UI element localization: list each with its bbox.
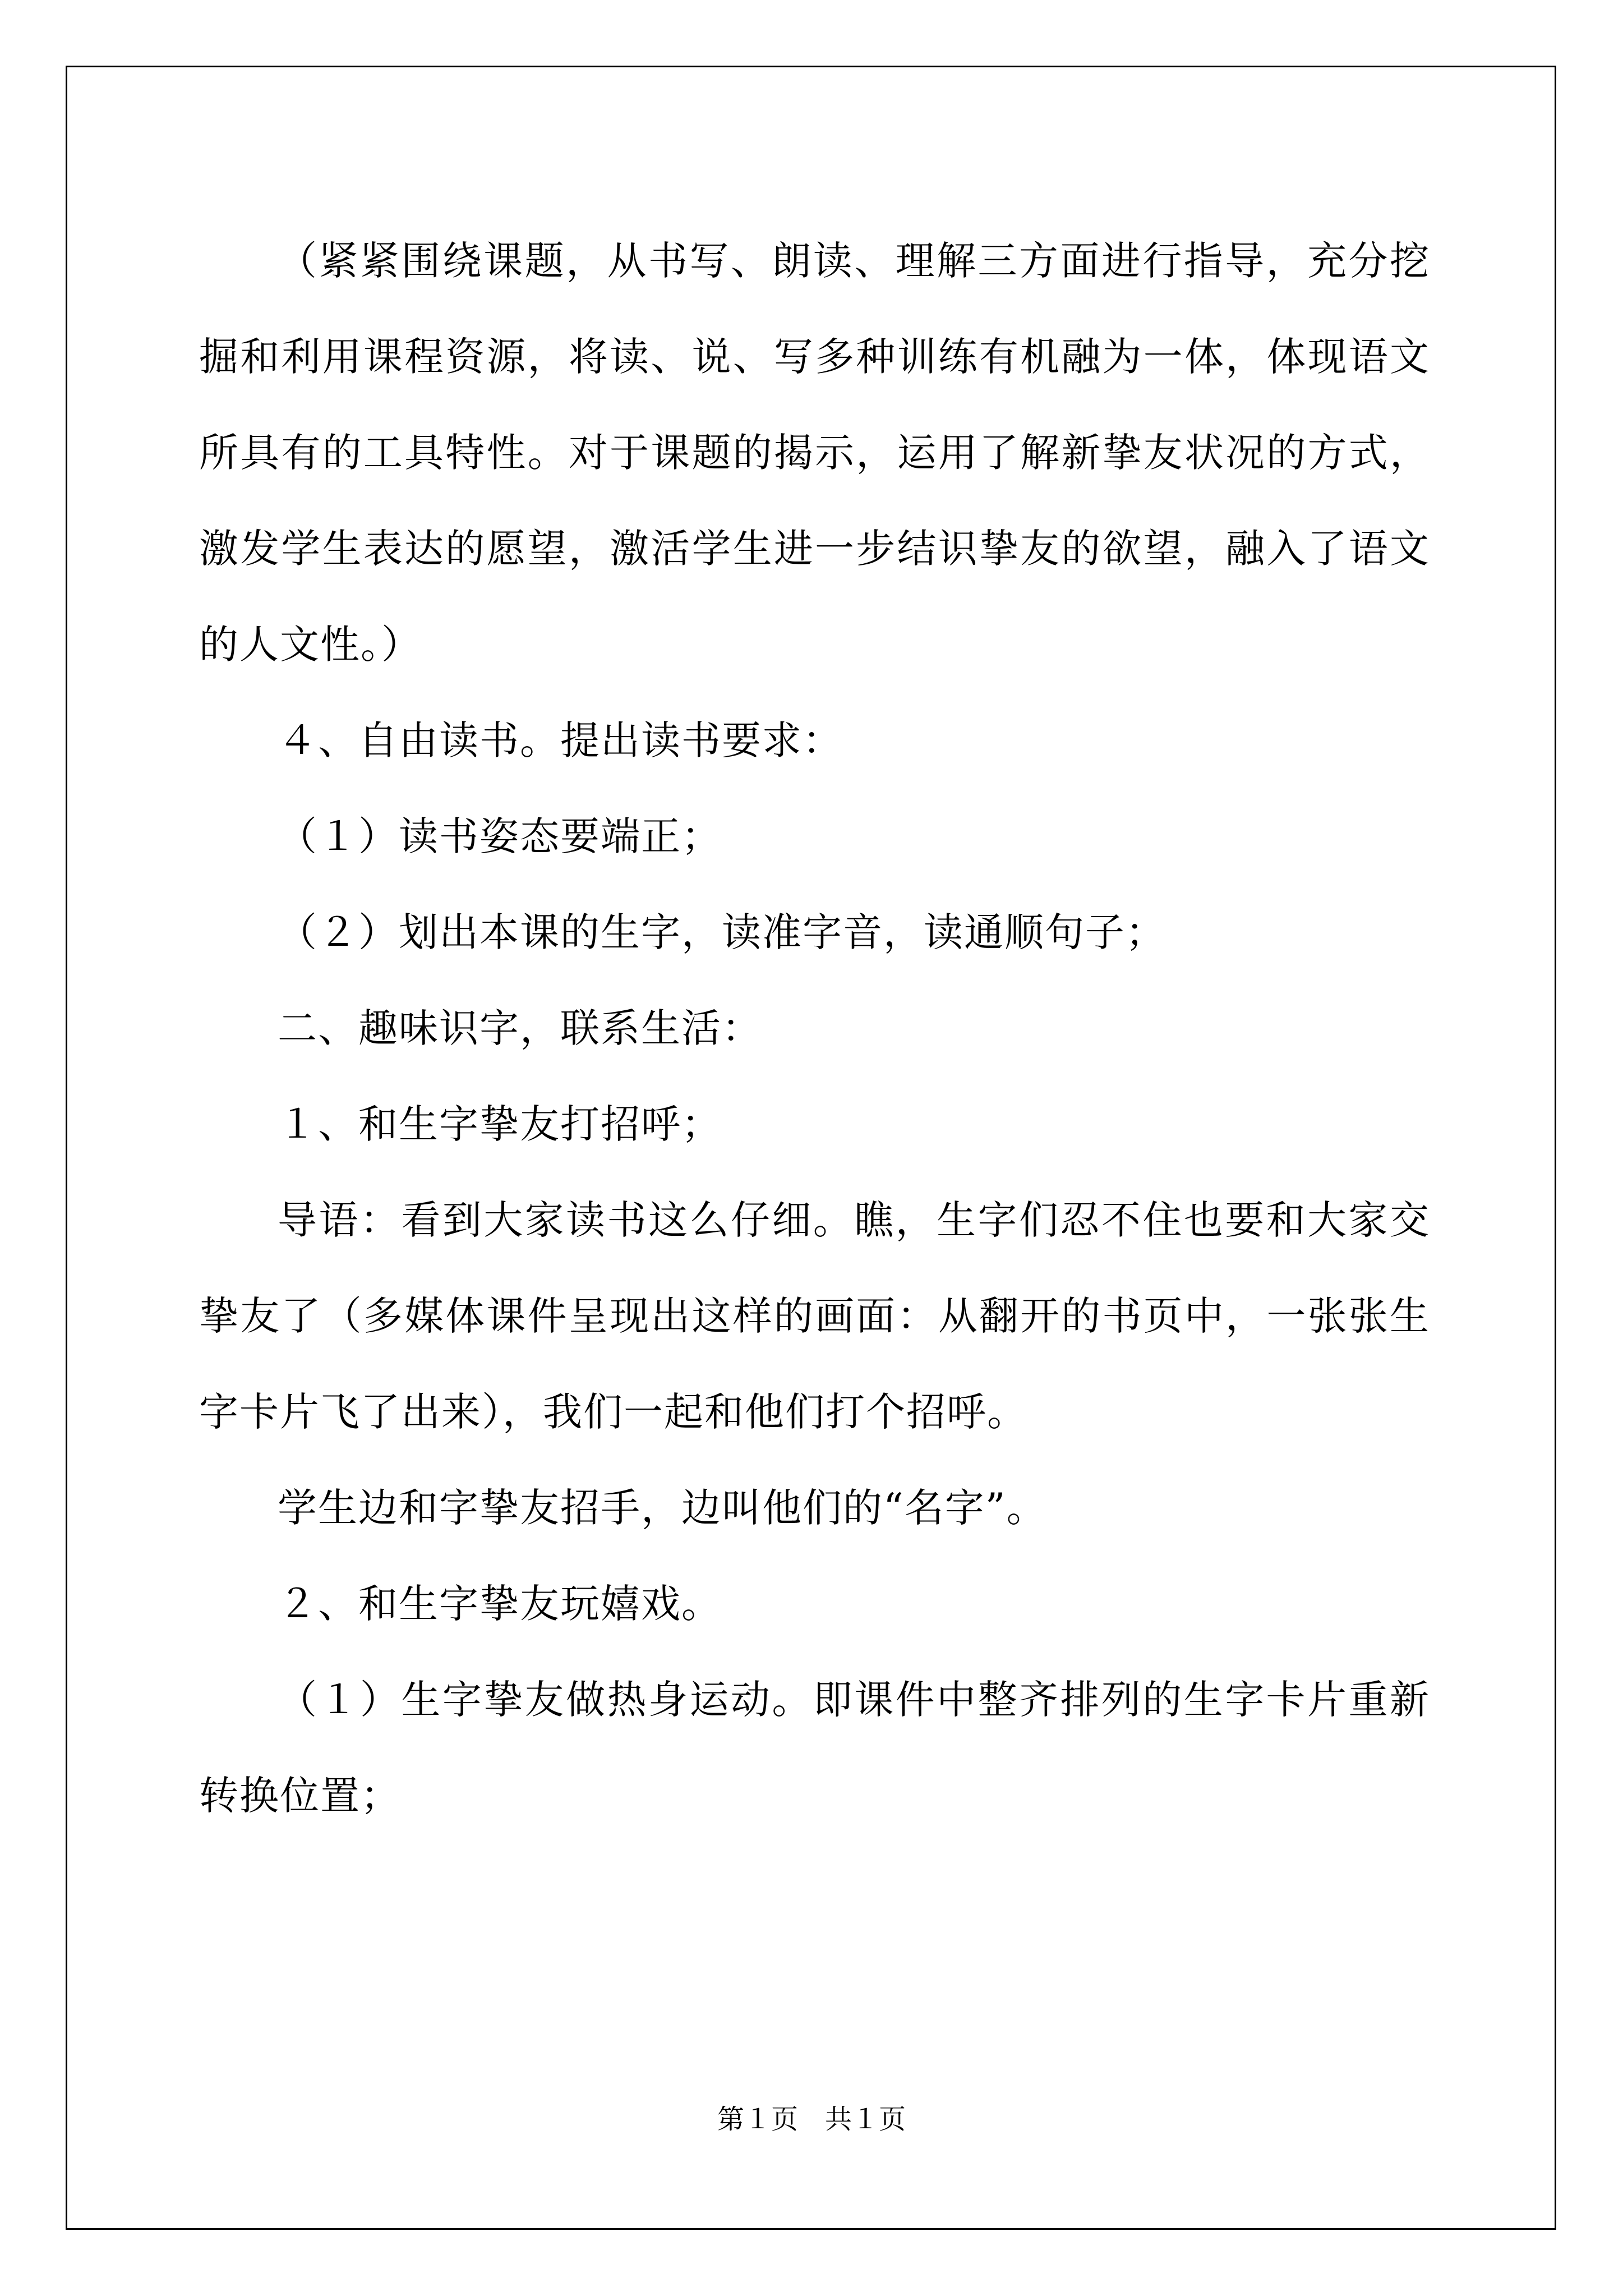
page-footer: 第１页 共１页 — [717, 2104, 906, 2135]
paragraph: １、和生字挚友打招呼； — [278, 1101, 722, 1147]
paragraph: 导语：看到大家读书这么仔细。瞧，生字们忍不住也要和大家交挚友了（多媒体课件呈现出这样的画面：从翻开的书页中，一张张生字卡片飞了出来），我们一起和他们打个招呼。 — [199, 1197, 1430, 1435]
paragraph: （２）划出本课的生字，读准字音，读通顺句子； — [278, 909, 1166, 955]
document-body — [199, 213, 1430, 1844]
paragraph: ２、和生字挚友玩嬉戏。 — [278, 1581, 722, 1627]
paragraph: （紧紧围绕课题，从书写、朗读、理解三方面进行指导，充分挖掘和利用课程资源，将读、说、写多种训练有机融为一体，体现语文所具有的工具特性。对于课题的揭示，运用了解新挚友状况的方式，激发学生表达的愿望，激活学生进一步结识挚友的欲望，融入了语文的人文性。） — [199, 238, 1430, 668]
section-heading: 二、趣味识字，联系生活： — [278, 1005, 762, 1051]
paragraph: 学生边和字挚友招手，边叫他们的“名字”。 — [278, 1485, 1047, 1531]
paragraph: （１）读书姿态要端正； — [278, 813, 722, 859]
paragraph: （１）生字挚友做热身运动。即课件中整齐排列的生字卡片重新转换位置； — [199, 1677, 1430, 1819]
paragraph: ４、自由读书。提出读书要求： — [278, 717, 843, 763]
